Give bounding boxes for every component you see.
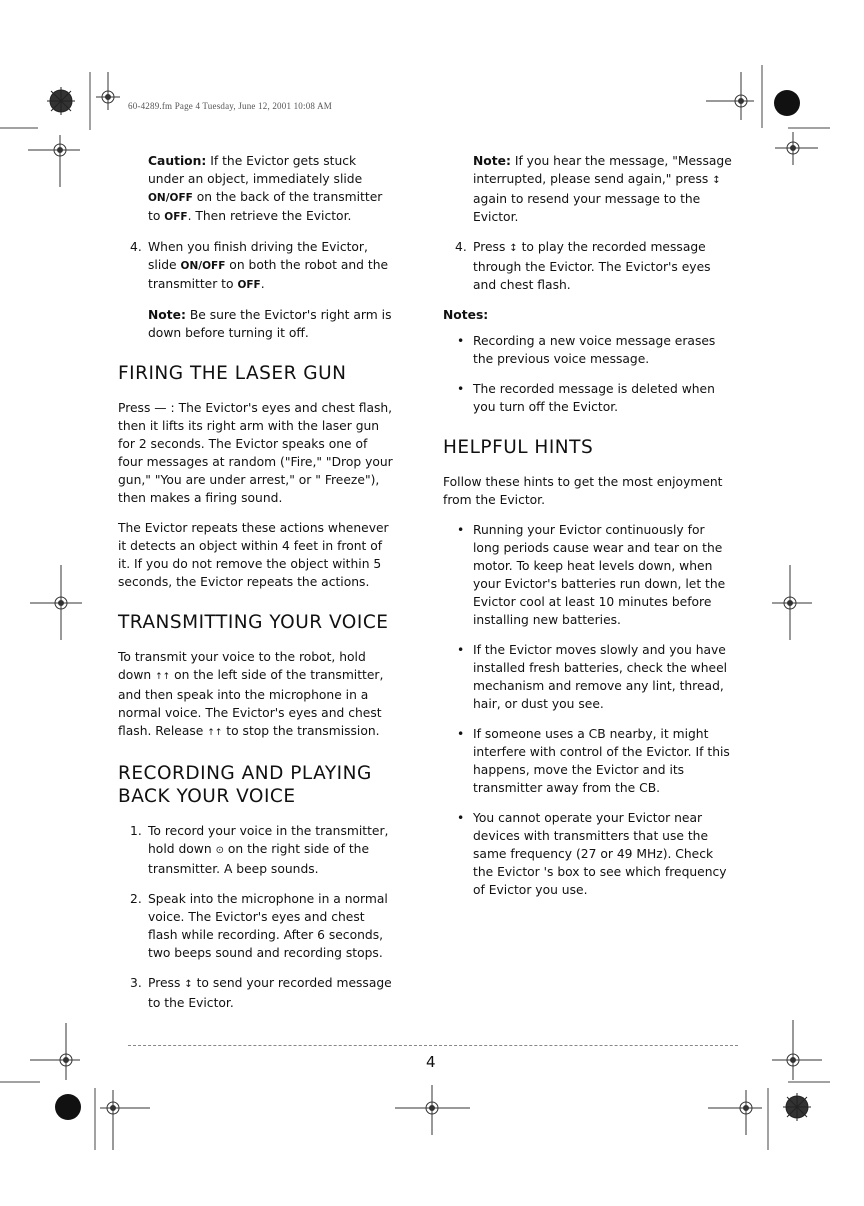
sunburst-mark-top-left [47, 87, 75, 115]
crosshair-mark-bottom-left-2 [100, 1090, 150, 1150]
step-text: Press [148, 976, 181, 990]
note-label: Note: [148, 308, 186, 322]
caution-text: on the back of the transmitter to [148, 190, 383, 223]
step-text: on the right side of the transmitter. A beep sounds. [148, 842, 370, 876]
voice-paragraph [118, 648, 393, 742]
step-text: to send your recorded message to the Evictor. [148, 976, 392, 1010]
step-text: to play the recorded message through the Evictor. The Evictor's eyes and chest flash. [473, 240, 711, 292]
hint-text: If someone uses a CB nearby, it might interfere with control of the Evictor. If this happens, move the Evictor and its transmitter away from the CB. [473, 727, 730, 795]
play-button-icon: ↕ [712, 175, 721, 186]
crosshair-mark-top-left-1 [96, 72, 120, 110]
step-text: on both the robot and the transmitter to [148, 258, 389, 291]
recording-step-1 [118, 822, 393, 878]
note-label: Note: [473, 154, 511, 168]
note-text: again to resend your message to the Evictor. [473, 192, 701, 224]
note-text: If you hear the message, "Message interrupted, please send again," press [473, 154, 732, 186]
hint-text: Running your Evictor continuously for long periods cause wear and tear on the motor. To keep heat levels down, when your Evictor's batteries run down, let the Evictor cool at least 10 minutes before installing new batteries. [473, 523, 726, 627]
step-text: Press [473, 240, 506, 254]
bullet: • [457, 643, 465, 657]
page-number: 4 [426, 1053, 436, 1071]
crosshair-mark-top-left-2 [28, 135, 80, 187]
crosshair-mark-bottom-left-1 [30, 1023, 80, 1080]
onoff-keyword: ON/OFF [180, 260, 226, 272]
message-interrupted-note [473, 152, 733, 226]
hint-text: If the Evictor moves slowly and you have installed fresh batteries, check the wheel mechanism and remove any lint, thread, hair, or dust you see. [473, 643, 728, 711]
talk-button-icon: ↑↑ [155, 672, 171, 682]
paragraph-text: The Evictor's eyes and chest flash, then it lifts its right arm with the laser gun for 2 seconds. The Evictor speaks one of four messages at random ("Fire," "Drop your gun," "You are under arrest," or " Freeze"), then makes a firing sound. [118, 401, 393, 505]
note-text: The recorded message is deleted when you turn off the Evictor. [473, 382, 715, 414]
fire-button-icon: — : [154, 401, 175, 415]
play-button-icon: ↕ [184, 979, 193, 990]
hint-item [443, 521, 733, 629]
step-number: 1. [130, 824, 142, 838]
paragraph-text: Press [118, 401, 151, 415]
bullet: • [457, 523, 465, 537]
hint-item [443, 809, 733, 899]
crosshair-mark-middle-right [772, 565, 812, 640]
onoff-keyword: ON/OFF [148, 192, 193, 204]
paragraph-text: on the left side of the transmitter, and then speak into the microphone in a normal voice. The Evictor's eyes and chest flash. Release [118, 668, 384, 738]
step-text: To record your voice in the transmitter, hold down [148, 824, 389, 856]
arm-note [148, 306, 393, 342]
sunburst-mark-bottom-right [783, 1093, 811, 1121]
step-text: When you finish driving the Evictor, slide [148, 240, 368, 272]
crosshair-mark-bottom-right-1 [708, 1090, 762, 1135]
hint-item [443, 641, 733, 713]
step-4-play-message [443, 238, 733, 294]
step-text: Speak into the microphone in a normal voice. The Evictor's eyes and chest flash while recording. After 6 seconds, two beeps sound and recording stops. [148, 892, 388, 960]
right-column [443, 152, 733, 911]
crosshair-mark-bottom-center [395, 1085, 470, 1135]
note-text: Be sure the Evictor's right arm is down before turning it off. [148, 308, 392, 340]
bullet: • [457, 811, 465, 825]
recording-step-3 [118, 974, 393, 1012]
step-number: 2. [130, 892, 142, 906]
left-column [118, 152, 393, 1024]
note-item [443, 380, 733, 416]
bullet: • [457, 334, 465, 348]
helpful-hints-heading: HELPFUL HINTS [443, 437, 594, 458]
note-item [443, 332, 733, 368]
bullet: • [457, 382, 465, 396]
talk-button-icon: ↑↑ [207, 728, 223, 738]
notes-label: Notes: [443, 308, 489, 322]
play-button-icon: ↕ [509, 243, 518, 254]
note-text: Recording a new voice message erases the previous voice message. [473, 334, 716, 366]
solid-dot-mark-bottom-left [55, 1094, 81, 1120]
caution-label: Caution: [148, 154, 207, 168]
bullet: • [457, 727, 465, 741]
recording-step-2 [118, 890, 393, 962]
step-number: 4. [130, 240, 142, 254]
caution-text: If the Evictor gets stuck under an object, immediately slide [148, 154, 363, 186]
recording-heading: RECORDING AND PLAYING BACK YOUR VOICE [118, 763, 372, 807]
paragraph-text: to stop the transmission. [226, 724, 380, 738]
record-button-icon: ⊙ [215, 845, 224, 856]
hints-intro: Follow these hints to get the most enjoyment from the Evictor. [443, 475, 723, 507]
off-keyword: OFF [237, 279, 261, 291]
footer-rule [128, 1045, 738, 1046]
step-number: 3. [130, 976, 142, 990]
laser-paragraph-1 [118, 399, 393, 507]
crosshair-mark-middle-left [30, 565, 82, 640]
crosshair-mark-bottom-right-2 [772, 1020, 822, 1080]
off-keyword: OFF [164, 211, 188, 223]
solid-dot-mark-top-right [774, 90, 800, 116]
step-4-finish-driving [118, 238, 393, 294]
transmitting-voice-heading: TRANSMITTING YOUR VOICE [118, 612, 389, 633]
step-number: 4. [455, 240, 467, 254]
hint-text: You cannot operate your Evictor near devices with transmitters that use the same frequency (27 or 49 MHz). Check the Evictor 's box to see which frequency of Evictor you use. [473, 811, 727, 897]
caution-block [148, 152, 393, 226]
caution-text: . Then retrieve the Evictor. [187, 209, 352, 223]
step-text: . [260, 277, 265, 291]
hint-item [443, 725, 733, 797]
laser-paragraph-2: The Evictor repeats these actions whenever it detects an object within 4 feet in front of it. If you do not remove the object within 5 seconds, the Evictor repeats the actions. [118, 521, 389, 589]
laser-gun-heading: FIRING THE LASER GUN [118, 363, 347, 384]
paragraph-text: To transmit your voice to the robot, hold down [118, 650, 366, 682]
crosshair-mark-top-right-2 [775, 132, 818, 165]
file-info-header: 60-4289.fm Page 4 Tuesday, June 12, 2001 10:08 AM [128, 101, 332, 111]
crosshair-mark-top-right-1 [706, 72, 754, 120]
